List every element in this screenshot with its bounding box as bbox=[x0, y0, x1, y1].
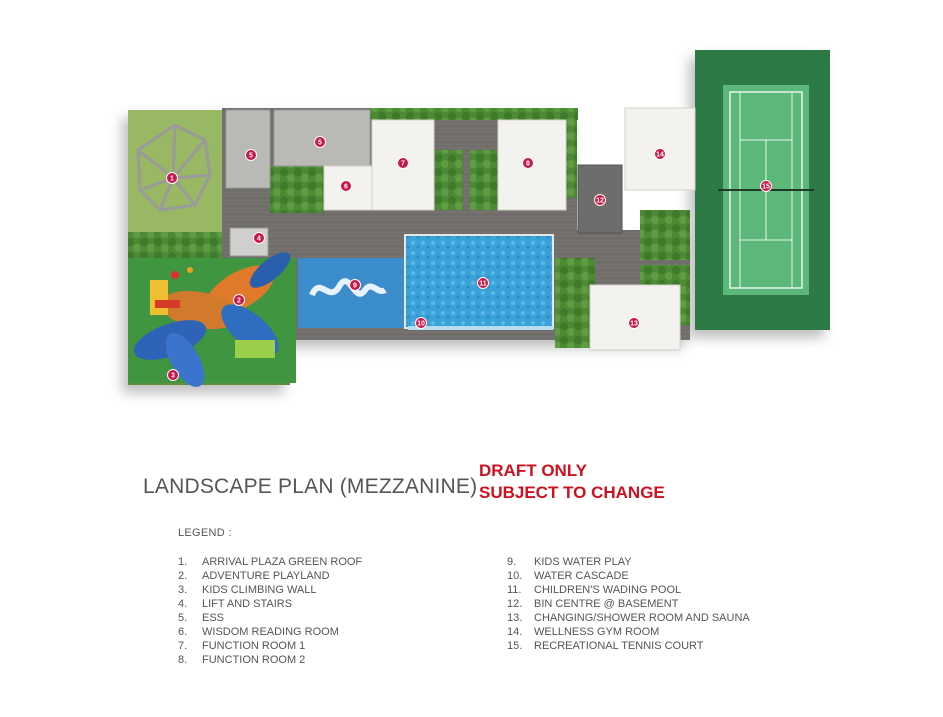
marker-10 bbox=[416, 318, 427, 329]
plan-title: LANDSCAPE PLAN (MEZZANINE) bbox=[143, 475, 478, 498]
marker-9 bbox=[350, 280, 361, 291]
marker-1 bbox=[167, 173, 178, 184]
marker-12 bbox=[595, 195, 606, 206]
legend-item: 13. CHANGING/SHOWER ROOM AND SAUNA bbox=[507, 612, 750, 624]
arrival-plaza-green-roof bbox=[128, 110, 222, 232]
marker-6 bbox=[341, 181, 352, 192]
adventure-playland bbox=[128, 246, 296, 393]
marker-13 bbox=[629, 318, 640, 329]
svg-text:4: 4 bbox=[257, 235, 261, 243]
legend-item: 6. WISDOM READING ROOM bbox=[178, 626, 339, 638]
draft-line-2: SUBJECT TO CHANGE bbox=[479, 483, 665, 502]
svg-text:5: 5 bbox=[249, 152, 253, 160]
svg-text:7: 7 bbox=[401, 160, 405, 168]
svg-text:9: 9 bbox=[353, 282, 357, 290]
legend-item: 1. ARRIVAL PLAZA GREEN ROOF bbox=[178, 556, 363, 568]
draft-line-1: DRAFT ONLY bbox=[479, 461, 587, 480]
marker-3 bbox=[168, 370, 179, 381]
legend-item: 2. ADVENTURE PLAYLAND bbox=[178, 570, 330, 582]
marker-8 bbox=[523, 158, 534, 169]
legend-item: 15. RECREATIONAL TENNIS COURT bbox=[507, 640, 704, 652]
legend-item: 12. BIN CENTRE @ BASEMENT bbox=[507, 598, 679, 610]
marker-5b bbox=[315, 137, 326, 148]
legend-item: 5. ESS bbox=[178, 612, 225, 624]
svg-text:11: 11 bbox=[479, 280, 487, 288]
legend-item: 4. LIFT AND STAIRS bbox=[178, 598, 293, 610]
svg-text:5: 5 bbox=[318, 139, 322, 147]
marker-11 bbox=[478, 278, 489, 289]
svg-text:2: 2 bbox=[237, 297, 241, 305]
svg-text:10: 10 bbox=[417, 320, 425, 328]
legend-item: 3. KIDS CLIMBING WALL bbox=[178, 584, 317, 596]
marker-15 bbox=[761, 181, 772, 192]
marker-5a bbox=[246, 150, 257, 161]
svg-text:6: 6 bbox=[344, 183, 348, 191]
legend-title: LEGEND : bbox=[178, 527, 232, 539]
legend-item: 11. CHILDREN'S WADING POOL bbox=[507, 584, 682, 596]
svg-text:3: 3 bbox=[171, 372, 175, 380]
legend-list-right bbox=[507, 555, 750, 653]
svg-text:1: 1 bbox=[170, 175, 174, 183]
draft-notice bbox=[479, 460, 665, 504]
marker-7 bbox=[398, 158, 409, 169]
legend-item: 9. KIDS WATER PLAY bbox=[507, 556, 632, 568]
svg-text:13: 13 bbox=[630, 320, 638, 328]
svg-text:15: 15 bbox=[762, 183, 770, 191]
legend-item: 10. WATER CASCADE bbox=[507, 570, 629, 582]
svg-text:12: 12 bbox=[596, 197, 604, 205]
marker-2 bbox=[234, 295, 245, 306]
legend-item: 14. WELLNESS GYM ROOM bbox=[507, 626, 660, 638]
svg-text:8: 8 bbox=[526, 160, 530, 168]
legend-item: 8. FUNCTION ROOM 2 bbox=[178, 654, 306, 666]
legend-list-left bbox=[178, 555, 362, 667]
legend-item: 7. FUNCTION ROOM 1 bbox=[178, 640, 306, 652]
marker-4 bbox=[254, 233, 265, 244]
marker-14 bbox=[655, 149, 666, 160]
svg-text:14: 14 bbox=[656, 151, 664, 159]
